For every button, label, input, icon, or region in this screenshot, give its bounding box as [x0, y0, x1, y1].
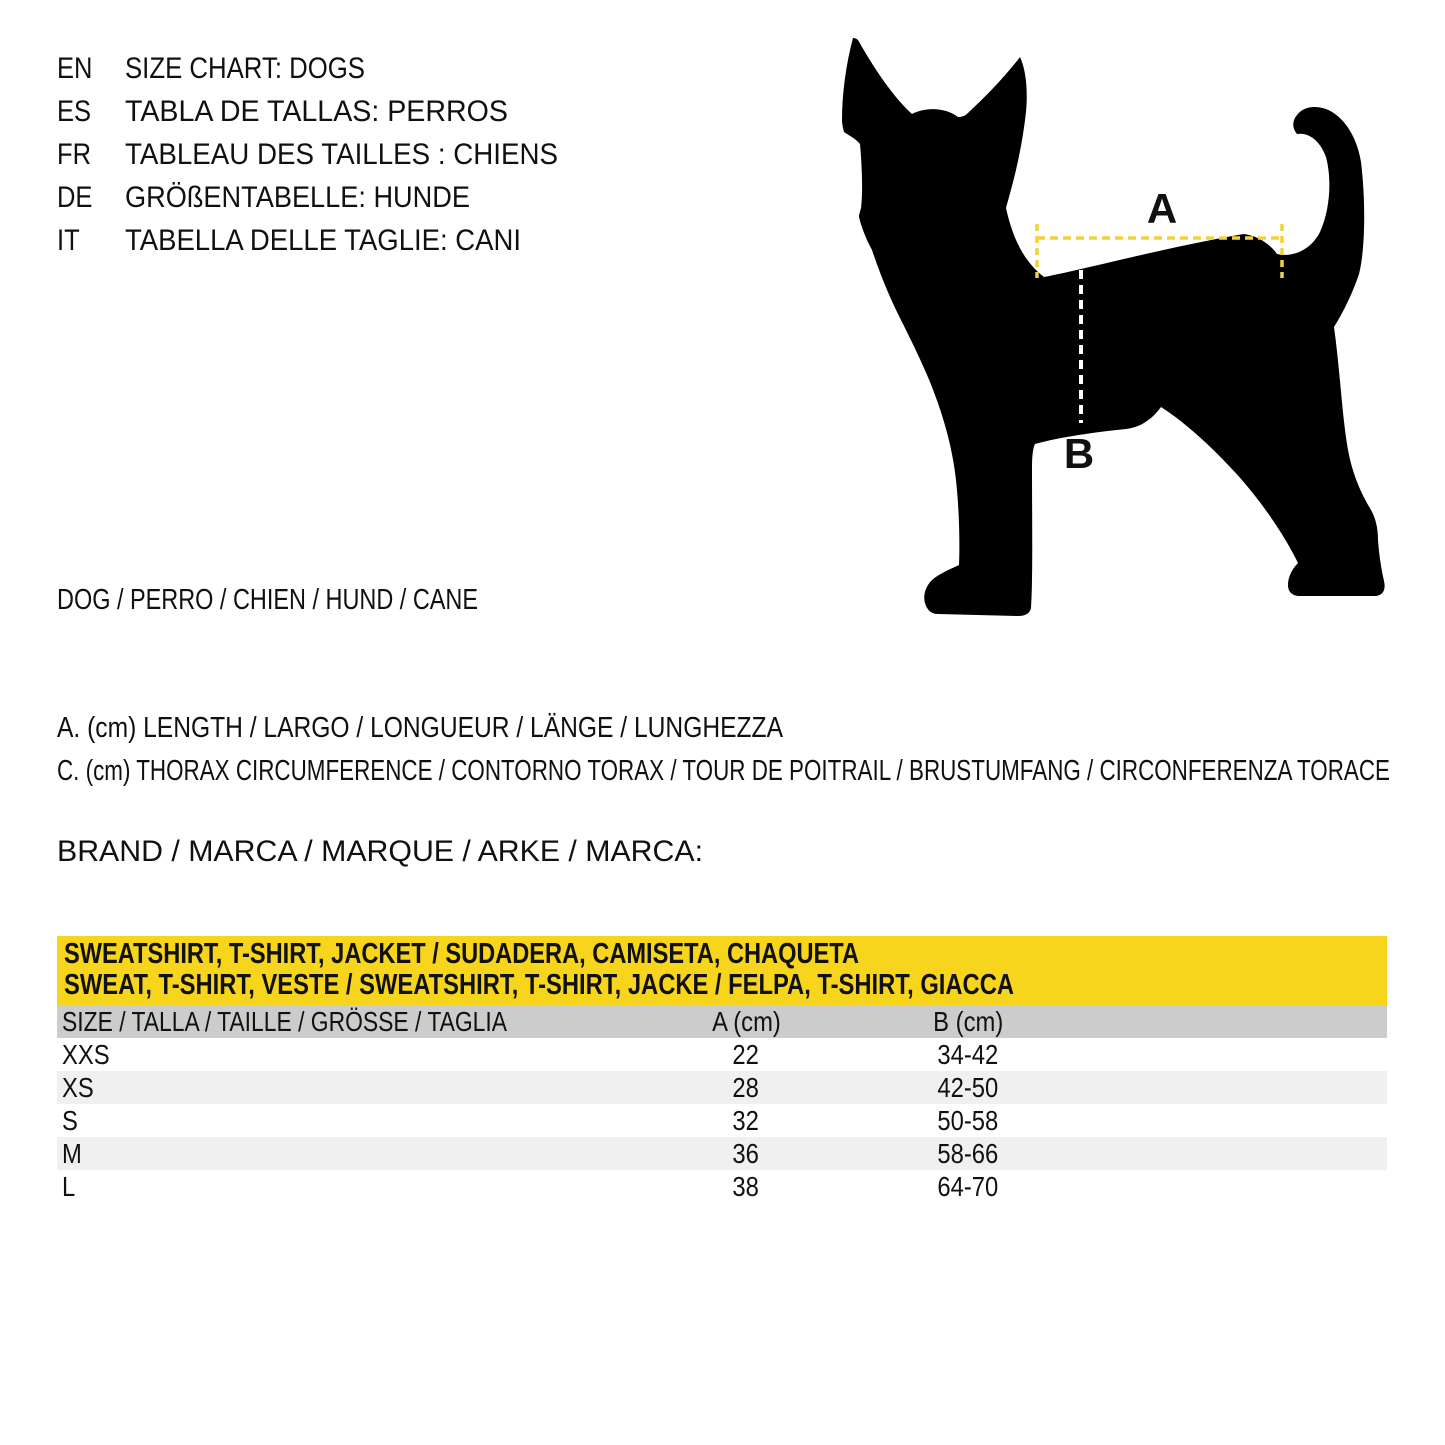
garment-header-line-1: SWEATSHIRT, T-SHIRT, JACKET / SUDADERA, CAMISETA, CHAQUETA: [64, 938, 859, 970]
lang-code: ES: [57, 94, 92, 128]
measurement-line-a: A. (cm) LENGTH / LARGO / LONGUEUR / LÄNGE / LUNGHEZZA: [57, 712, 783, 744]
column-header-size: SIZE / TALLA / TAILLE / GRÖSSE / TAGLIA: [62, 1005, 507, 1037]
length-label-a: A: [1146, 185, 1178, 232]
lang-row-en: [57, 47, 594, 90]
b-cell: 42-50: [937, 1071, 999, 1103]
size-cell: S: [62, 1104, 78, 1136]
lang-row-es: [57, 90, 594, 133]
table-row-s: [57, 1104, 1387, 1137]
b-cell: 58-66: [937, 1137, 999, 1169]
animal-caption: DOG / PERRO / CHIEN / HUND / CANE: [57, 584, 478, 616]
column-header-b: B (cm): [932, 1005, 1004, 1037]
dog-measurement-diagram: [820, 20, 1420, 630]
lang-label: SIZE CHART: DOGS: [125, 51, 365, 85]
a-cell: 32: [732, 1104, 760, 1136]
measurement-line-c: C. (cm) THORAX CIRCUMFERENCE / CONTORNO TORAX / TOUR DE POITRAIL / BRUSTUMFANG / CIRCONFERENZA TORACE: [57, 755, 1390, 787]
table-row-l: [57, 1170, 1387, 1203]
size-cell: L: [62, 1170, 76, 1202]
size-cell: XXS: [62, 1038, 110, 1070]
dog-silhouette: [842, 38, 1385, 616]
lang-code: EN: [57, 51, 93, 85]
lang-label: TABLEAU DES TAILLES : CHIENS: [125, 137, 558, 171]
a-cell: 36: [732, 1137, 760, 1169]
column-header-a: A (cm): [711, 1005, 781, 1037]
table-row-xxs: [57, 1038, 1387, 1071]
garment-header-band: [57, 936, 1387, 1005]
table-row-xs: [57, 1071, 1387, 1104]
size-cell: XS: [62, 1071, 94, 1103]
garment-header-line-2: SWEAT, T-SHIRT, VESTE / SWEATSHIRT, T-SHIRT, JACKE / FELPA, T-SHIRT, GIACCA: [64, 969, 1014, 1001]
lang-row-de: [57, 176, 594, 219]
a-cell: 22: [732, 1038, 760, 1070]
brand-line: BRAND / MARCA / MARQUE / ARKE / MARCA:: [57, 835, 703, 868]
lang-label: GRÖßENTABELLE: HUNDE: [125, 180, 470, 214]
girth-label-b: B: [1063, 430, 1095, 477]
lang-code: FR: [57, 137, 91, 171]
language-legend: [57, 47, 594, 262]
a-cell: 38: [732, 1170, 760, 1202]
size-table: [57, 936, 1387, 1203]
table-row-m: [57, 1137, 1387, 1170]
a-cell: 28: [732, 1071, 760, 1103]
size-cell: M: [62, 1137, 82, 1169]
b-cell: 50-58: [937, 1104, 999, 1136]
lang-label: TABELLA DELLE TAGLIE: CANI: [125, 223, 521, 257]
b-cell: 64-70: [937, 1170, 999, 1202]
b-cell: 34-42: [937, 1038, 999, 1070]
lang-row-it: [57, 219, 594, 262]
lang-code: DE: [57, 180, 93, 214]
table-header-row: [57, 1005, 1387, 1038]
lang-row-fr: [57, 133, 594, 176]
lang-label: TABLA DE TALLAS: PERROS: [125, 94, 508, 128]
lang-code: IT: [57, 223, 80, 257]
